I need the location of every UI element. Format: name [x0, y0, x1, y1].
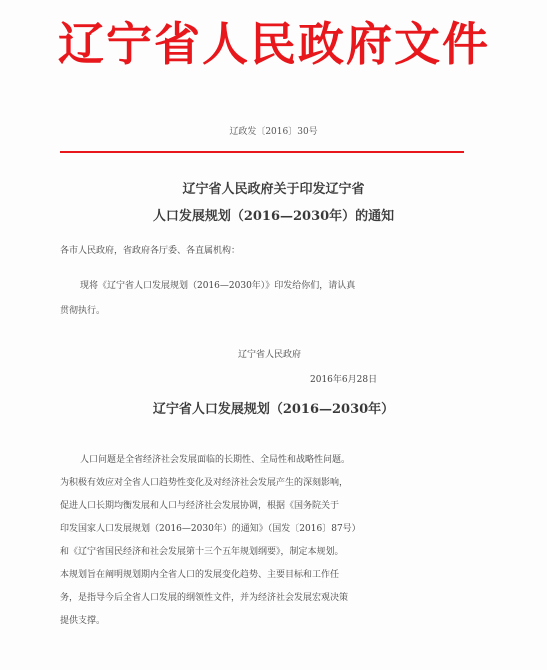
plan-paragraph-line: 和《辽宁省国民经济和社会发展第十三个五年规划纲要》，制定本规划。: [60, 547, 344, 557]
notice-body-line-1: 现将《辽宁省人口发展规划（2016—2030年）》印发给你们，请认真: [80, 281, 356, 291]
notice-title-line-1: 辽宁省人民政府关于印发辽宁省: [182, 182, 365, 197]
plan-paragraph-line: 印发国家人口发展规划（2016—2030年）的通知》（国发〔2016〕87号）: [60, 524, 361, 534]
notice-body-line-2: 贯彻执行。: [60, 306, 106, 316]
issue-date: 2016年6月28日: [310, 375, 378, 385]
issuer-name: 辽宁省人民政府: [238, 350, 302, 360]
addressee-line: 各市人民政府，省政府各厅委、各直属机构：: [60, 246, 241, 256]
plan-paragraph-line: 为积极有效应对全省人口趋势性变化及对经济社会发展产生的深刻影响，: [60, 478, 349, 488]
document-number: 辽政发〔2016〕30号: [229, 127, 318, 137]
plan-title: 辽宁省人口发展规划（2016—2030年）: [152, 402, 395, 417]
document-header-title: 辽宁省人民政府文件: [58, 17, 490, 71]
notice-title-line-2: 人口发展规划（2016—2030年）的通知: [152, 209, 395, 224]
plan-paragraph-line: 促进人口长期均衡发展和人口与经济社会发展协调，根据《国务院关于: [60, 501, 340, 511]
plan-paragraph-line: 人口问题是全省经济社会发展面临的长期性、全局性和战略性问题。: [80, 455, 351, 465]
plan-paragraph-line: 务，是指导今后全省人口发展的纲领性文件，并为经济社会发展宏观决策: [60, 593, 349, 603]
red-divider-line: [60, 151, 464, 153]
plan-paragraph-line: 本规划旨在阐明规划期内全省人口的发展变化趋势、主要目标和工作任: [60, 570, 340, 580]
plan-paragraph-line: 提供支撑。: [60, 616, 106, 626]
